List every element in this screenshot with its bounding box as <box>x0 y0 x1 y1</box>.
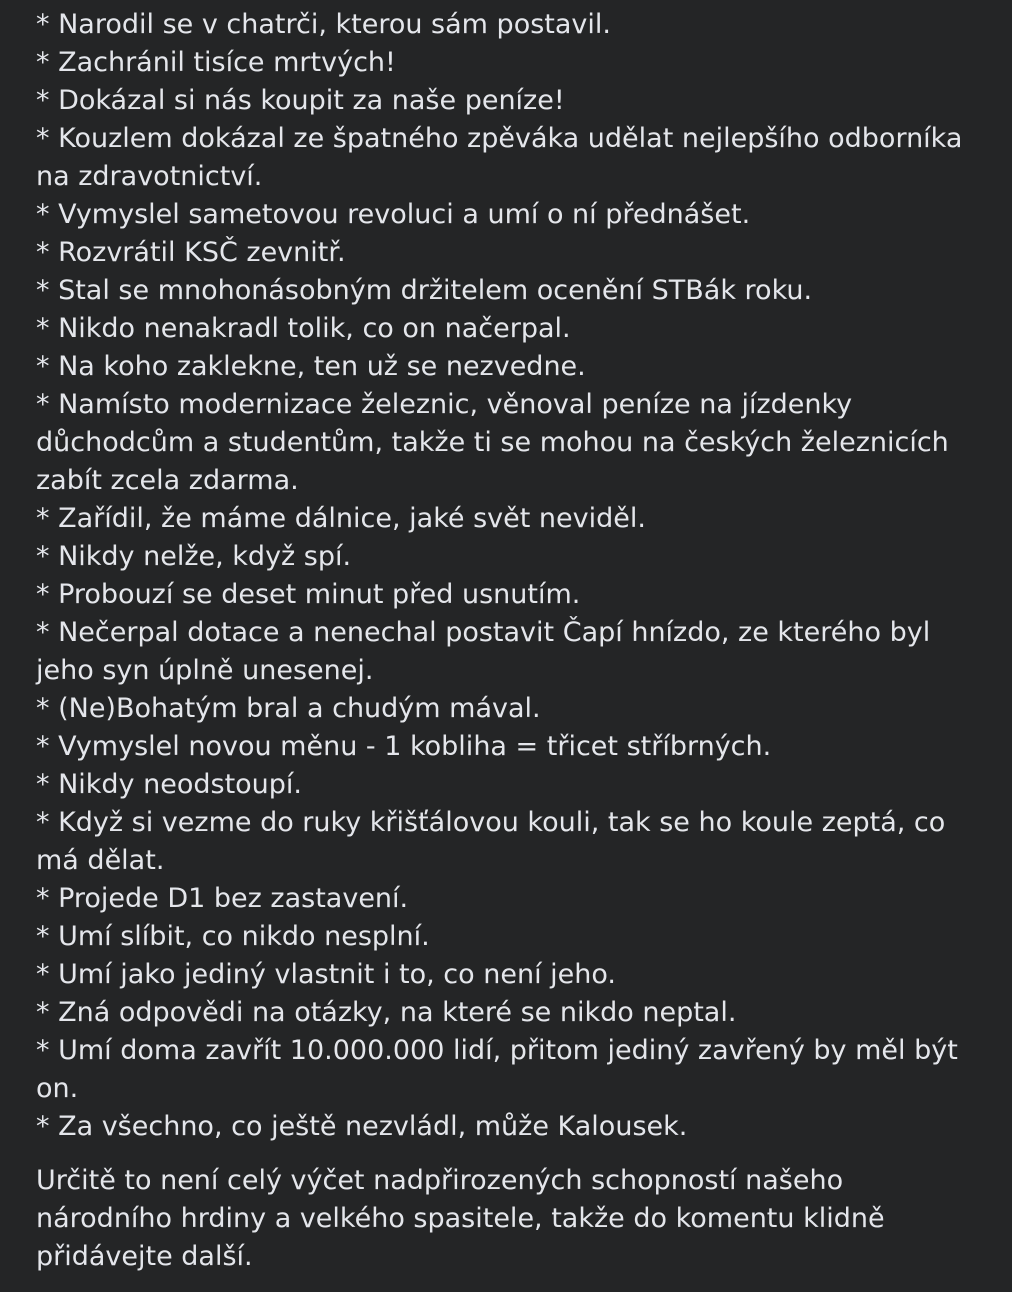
list-item: * Vymyslel sametovou revoluci a umí o ní přednášet. <box>36 199 751 230</box>
list-item: * Nečerpal dotace a nenechal postavit Čapí hnízdo, ze kterého byl jeho syn úplně unesenej. <box>36 617 931 686</box>
list-item: * Kouzlem dokázal ze špatného zpěváka udělat nejlepšího odborníka na zdravotnictví. <box>36 123 963 192</box>
list-item: * Za všechno, co ještě nezvládl, může Kalousek. <box>36 1111 688 1142</box>
post-closing-paragraph: Určitě to není celý výčet nadpřirozených schopností našeho národního hrdiny a velkého spasitele, takže do komentu klidně přidávejte další. <box>36 1165 885 1272</box>
list-item: * Umí jako jediný vlastnit i to, co není jeho. <box>36 959 617 990</box>
list-item: * Rozvrátil KSČ zevnitř. <box>36 237 346 268</box>
list-item: * Nikdo nenakradl tolik, co on načerpal. <box>36 313 571 344</box>
list-item: * Zná odpovědi na otázky, na které se nikdo neptal. <box>36 997 737 1028</box>
list-item: * Nikdy neodstoupí. <box>36 769 303 800</box>
post-body <box>36 6 986 1276</box>
list-item: * Projede D1 bez zastavení. <box>36 883 409 914</box>
list-item: * Když si vezme do ruky křišťálovou kouli, tak se ho koule zeptá, co má dělat. <box>36 807 946 876</box>
list-item: * Vymyslel novou měnu - 1 kobliha = třicet stříbrných. <box>36 731 772 762</box>
list-item: * Umí doma zavřít 10.000.000 lidí, přitom jediný zavřený by měl být on. <box>36 1035 958 1104</box>
list-item: * Namísto modernizace železnic, věnoval peníze na jízdenky důchodcům a studentům, takže ti se mohou na českých železnicích zabít zcela zdarma. <box>36 389 949 496</box>
list-item: * (Ne)Bohatým bral a chudým mával. <box>36 693 541 724</box>
list-item: * Probouzí se deset minut před usnutím. <box>36 579 581 610</box>
list-item: * Zachránil tisíce mrtvých! <box>36 47 396 78</box>
list-item: * Dokázal si nás koupit za naše peníze! <box>36 85 565 116</box>
post-item-list <box>36 6 986 1146</box>
list-item: * Stal se mnohonásobným držitelem ocenění STBák roku. <box>36 275 813 306</box>
list-item: * Narodil se v chatrči, kterou sám postavil. <box>36 9 611 40</box>
list-item: * Na koho zaklekne, ten už se nezvedne. <box>36 351 586 382</box>
list-item: * Nikdy nelže, když spí. <box>36 541 352 572</box>
list-item: * Umí slíbit, co nikdo nesplní. <box>36 921 430 952</box>
list-item: * Zařídil, že máme dálnice, jaké svět neviděl. <box>36 503 646 534</box>
